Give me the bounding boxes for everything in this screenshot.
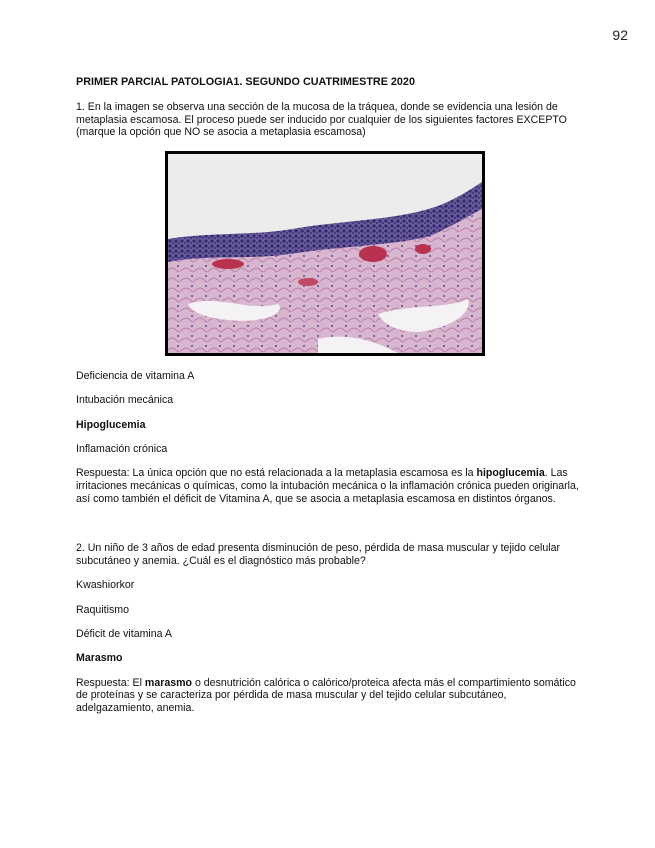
q2-option-1: Kwashiorkor	[76, 579, 135, 592]
q2-answer	[76, 677, 581, 715]
q1-answer-bold: hipoglucemia	[476, 467, 545, 480]
q1-answer	[76, 467, 581, 505]
page-number: 92	[612, 27, 628, 43]
q1-option-2: Intubación mecánica	[76, 394, 174, 407]
document-title: PRIMER PARCIAL PATOLOGIA1. SEGUNDO CUATRIMESTRE 2020	[76, 76, 415, 88]
q2-answer-prefix: Respuesta: El	[76, 676, 145, 689]
q2-option-4-correct: Marasmo	[76, 652, 123, 665]
q1-answer-suffix: . Las irritaciones mecánicas o químicas, como la intubación mecánica o la inflamación crónica pueden originarla, así como también el déficit de Vitamina A, que se asocia a metaplasia escamosa en distintos órganos.	[76, 467, 579, 505]
q1-option-4: Inflamación crónica	[76, 443, 168, 456]
q1-answer-prefix: Respuesta: La única opción que no está relacionada a la metaplasia escamosa es la	[76, 467, 477, 480]
question-1-text: 1. En la imagen se observa una sección de la mucosa de la tráquea, donde se evidencia una lesión de metaplasia escamosa. El proceso puede ser inducido por cualquier de los siguientes factores EXCEPTO (marque la opción que NO se asocia a metaplasia escamosa)	[76, 100, 567, 139]
q1-option-1: Deficiencia de vitamina A	[76, 370, 195, 383]
histology-image	[165, 151, 485, 356]
q2-option-3: Déficit de vitamina A	[76, 627, 172, 640]
q1-option-3-correct: Hipoglucemia	[76, 418, 146, 431]
q2-option-2: Raquitismo	[76, 603, 129, 616]
q2-answer-suffix: o desnutrición calórica o calórico/proteica afecta más el compartimiento somático de proteínas y se caracteriza por pérdida de masa muscular y del tejido celular subcutáneo, adelgazamiento, anemia.	[76, 676, 576, 715]
question-2-text: 2. Un niño de 3 años de edad presenta disminución de peso, pérdida de masa muscular y tejido celular subcutáneo y anemia. ¿Cuál es el diagnóstico más probable?	[76, 541, 561, 567]
q2-answer-bold: marasmo	[144, 676, 193, 689]
histology-micrograph	[168, 154, 482, 353]
document-body	[76, 76, 581, 727]
